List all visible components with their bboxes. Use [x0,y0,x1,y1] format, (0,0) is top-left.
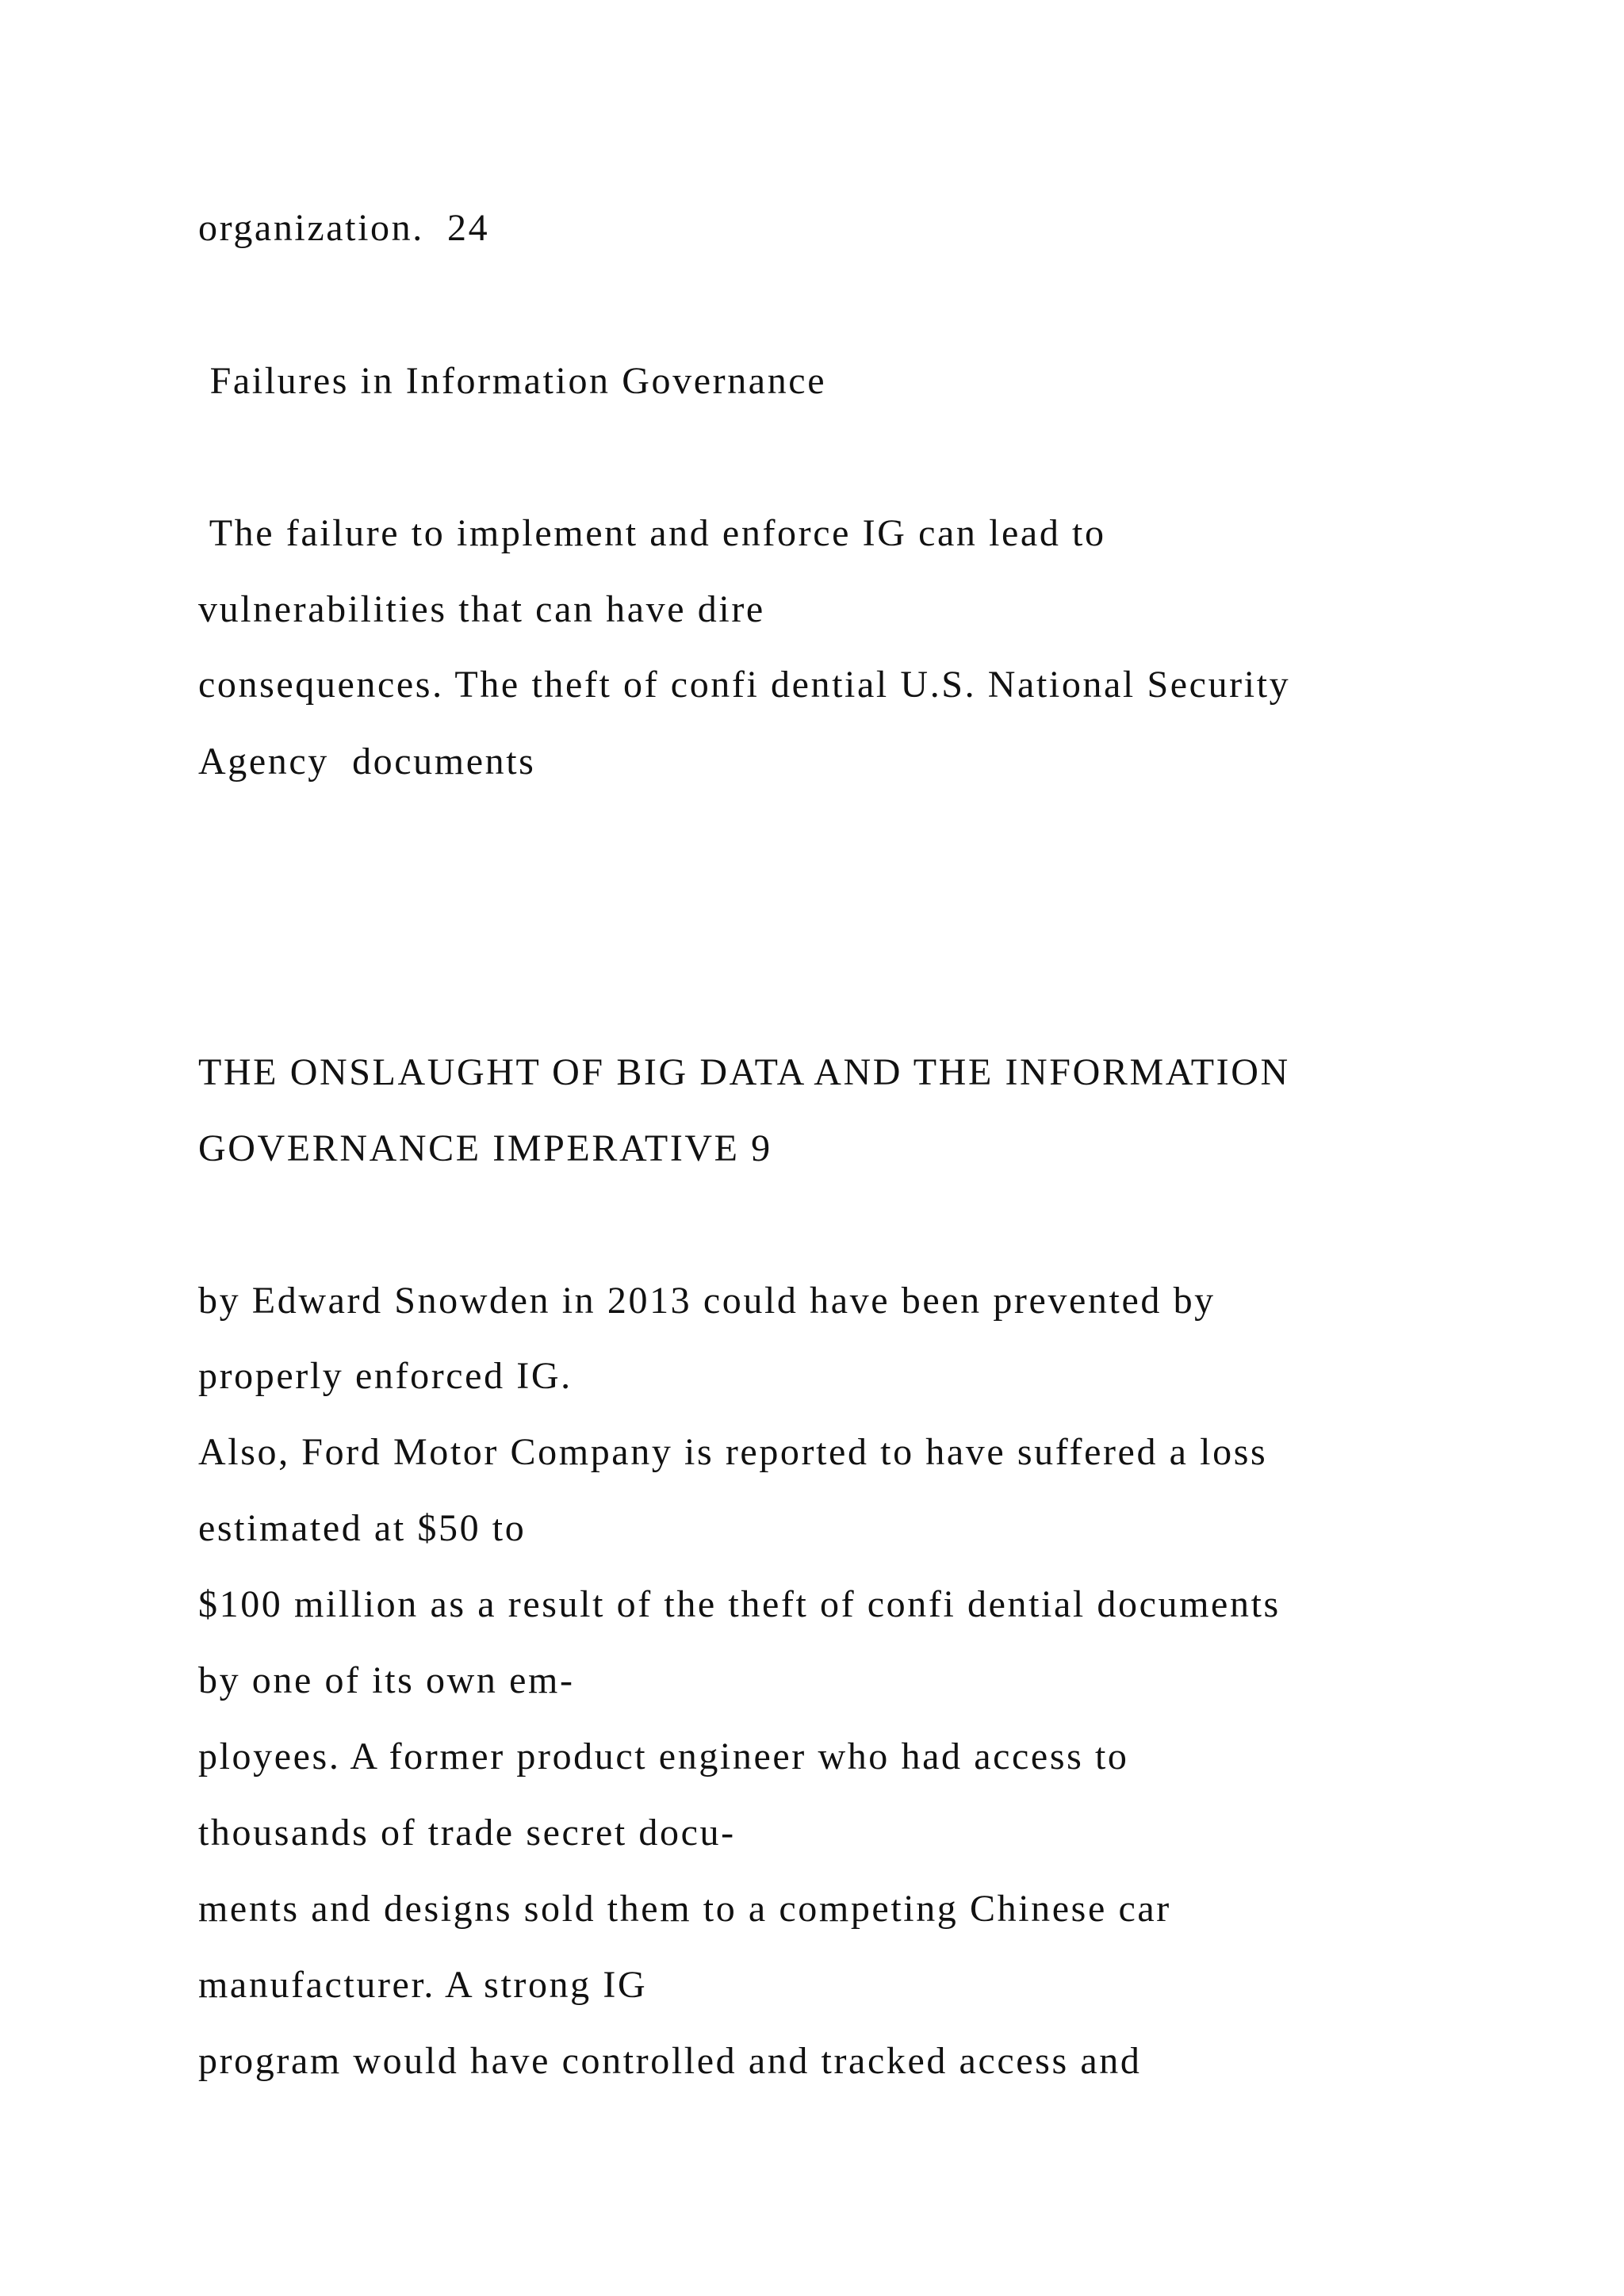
text-line: $100 million as a result of the theft of confi dential documents [198,1583,1281,1625]
text-line: Also, Ford Motor Company is reported to have suffered a loss [198,1431,1268,1473]
text-line: by one of its own em- [198,1659,575,1701]
text-line: consequences. The theft of confi dential U.S. National Security [198,664,1291,706]
text-line: program would have controlled and tracked access and [198,2040,1142,2082]
text-line: by Edward Snowden in 2013 could have been prevented by [198,1280,1216,1322]
text-line: thousands of trade secret docu- [198,1812,736,1854]
text-line: ployees. A former product engineer who had access to [198,1735,1129,1777]
running-header: THE ONSLAUGHT OF BIG DATA AND THE INFORMATION [198,1051,1290,1093]
text-line: organization. 24 [198,207,490,249]
text-line: estimated at $50 to [198,1507,527,1549]
section-heading: Failures in Information Governance [198,360,827,402]
text-line: ments and designs sold them to a competing Chinese car [198,1888,1171,1930]
text-line: Agency documents [198,740,536,783]
text-line: vulnerabilities that can have dire [198,588,765,630]
running-header: GOVERNANCE IMPERATIVE 9 [198,1127,772,1169]
text-line: The failure to implement and enforce IG can lead to [198,512,1106,554]
text-line: properly enforced IG. [198,1355,573,1397]
text-line: manufacturer. A strong IG [198,1964,648,2006]
